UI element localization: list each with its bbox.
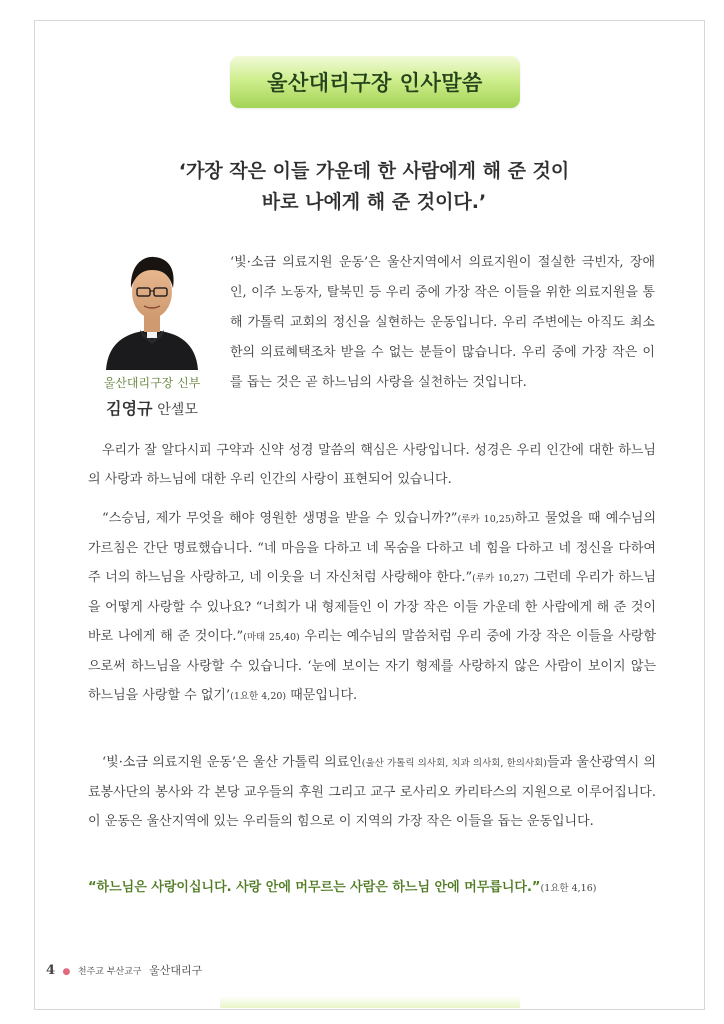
footer-bullet-icon: ●	[62, 967, 71, 977]
p3-text-a: ‘빛·소금 의료지원 운동’은 울산 가톨릭 의료인	[102, 755, 362, 770]
body-paragraph-1: 우리가 잘 알다시피 구약과 신약 성경 말씀의 핵심은 사랑입니다. 성경은 우리 인간에 대한 하느님의 사랑과 하느님에 대한 우리 인간의 사랑이 표현되어 있습니다.	[88, 443, 656, 487]
author-role: 울산대리구장 신부	[103, 376, 201, 390]
p2-text-c: 그런데 우리가 하느님을 어떻게 사랑할 수 있나요? “너희가 내 형제들인 이 가장 작은 이들 가운데 한 사람에게 해 준 것이 바로 나에게 해 준 것이다.”	[88, 570, 657, 644]
p3-text-b: 들과 울산광역시 의료봉사단의 봉사와 각 본당 교우들의 후원 그리고 교구 로사리오 카리타스의 지원으로 이루어집니다. 이 운동은 울산지역에 있는 우리들의 힘으로 이 지역의 가장 작은 이들을 돕는 운동입니다.	[88, 755, 657, 829]
closing-quote-text: “하느님은 사랑이십니다. 사랑 안에 머무르는 사람은 하느님 안에 머무릅니다.”	[88, 880, 541, 895]
page-number: 4	[46, 963, 56, 978]
p2-text-a: “스승님, 제가 무엇을 해야 영원한 생명을 받을 수 있습니까?”	[102, 511, 458, 526]
body-paragraph-2	[88, 504, 656, 711]
footer-accent-bar	[220, 996, 520, 1008]
author-photo	[104, 246, 200, 370]
title-banner	[230, 56, 520, 108]
quote-title	[110, 156, 638, 218]
p2-text-b: 하고 물었을 때 예수님의 가르침은 간단 명료했습니다. “네 마음을 다하고 네 목숨을 다하고 네 힘을 다하고 네 정신을 다하여 주 너의 하느님을 사랑하고, 네 이웃을 너 자신처럼 사랑해야 한다.”	[88, 511, 657, 585]
footer-diocese: 천주교 부산교구	[77, 967, 142, 977]
page-title: 울산대리구장 인사말씀	[267, 71, 483, 95]
author-name-line	[74, 396, 230, 419]
intro-paragraph: ‘빛·소금 의료지원 운동’은 울산지역에서 의료지원이 절실한 극빈자, 장애인, 이주 노동자, 탈북민 등 우리 중에 가장 작은 이들을 위한 의료지원을 통해 가톨릭 교회의 정신을 실현하는 운동입니다. 우리 주변에는 아직도 최소한의 의료혜택조차 받을 수 없는 분들이 많습니다. 우리 중에 가장 작은 이를 돕는 것은 곧 하느님의 사랑을 실천하는 것입니다.	[230, 255, 655, 390]
footer-section: 울산대리구	[149, 964, 203, 977]
closing-quote-ref: (1요한 4,16)	[540, 883, 597, 894]
closing-quote	[88, 876, 678, 895]
page-footer	[46, 962, 202, 978]
p2-ref-d: (1요한 4,20)	[230, 691, 287, 702]
p2-ref-a: (루카 10,25)	[457, 514, 515, 525]
quote-title-line-1: ‘가장 작은 이들 가운데 한 사람에게 해 준 것이	[178, 160, 570, 182]
author-name: 김영규	[106, 399, 153, 418]
p2-text-e: 때문입니다.	[286, 688, 358, 703]
body-paragraph-3	[88, 748, 656, 836]
p2-text-d: 우리는 예수님의 말씀처럼 우리 중에 가장 작은 이들을 사랑함으로써 하느님을 사랑할 수 있습니다. ‘눈에 보이는 자기 형제를 사랑하지 않은 사람이 보이지 않는 하느님을 사랑할 수 없기’	[88, 629, 656, 703]
p3-ref: (울산 가톨릭 의사회, 치과 의사회, 한의사회)	[361, 758, 548, 769]
quote-title-line-2: 바로 나에게 해 준 것이다.’	[261, 191, 487, 213]
p2-ref-b: (루카 10,27)	[472, 573, 529, 584]
author-baptismal-name: 안셀모	[157, 402, 198, 418]
p2-ref-c: (마태 25,40)	[243, 632, 300, 643]
